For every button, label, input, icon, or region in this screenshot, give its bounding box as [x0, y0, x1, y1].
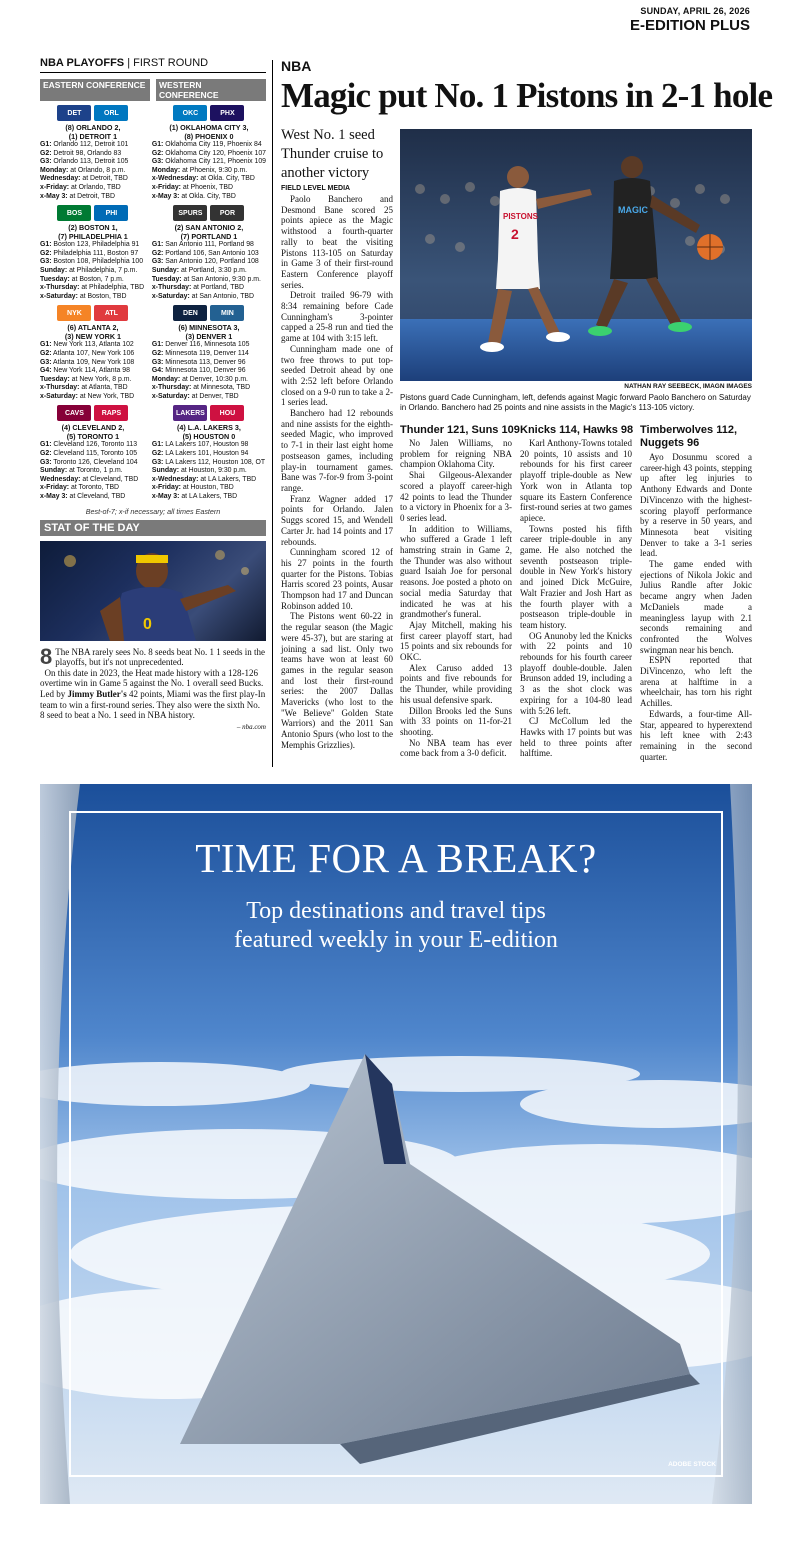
- story-paragraph: ESPN reported that DiVincenzo, who left the arena at halftime in a wheelchair, has torn his right Achilles.: [640, 655, 752, 709]
- game-label: G1:: [40, 141, 52, 148]
- game-label: Monday:: [40, 166, 69, 174]
- game-label: x-May 3:: [151, 192, 180, 200]
- game-detail: Boston 123, Philadelphia 91: [51, 241, 140, 249]
- ad-subhead: [40, 897, 752, 955]
- story-paragraph: Ajay Mitchell, making his first career playoff start, had 15 points and six rebounds for OKC.: [400, 619, 512, 663]
- team-logo: PHX: [210, 105, 244, 121]
- series-logos: [152, 305, 266, 321]
- series-status: (3) NEW YORK 1: [64, 332, 122, 342]
- game-label: Sunday:: [40, 467, 68, 475]
- game-line: [152, 293, 266, 302]
- story-paragraph: OG Anunoby led the Knicks with 22 points and 10 rebounds for his fourth career playoff double-double. Jalen Brunson added 19, including a 3 as the shot clock was expiring for a 104-80 lead with 5:26 left.: [520, 630, 632, 716]
- pistons-jersey-text: PISTONS: [503, 212, 538, 221]
- game-detail: at Philadelphia, 7 p.m.: [67, 266, 138, 274]
- series-status: (7) PHILADELPHIA 1: [58, 232, 128, 242]
- series-status: (8) ORLANDO 2,: [65, 123, 121, 132]
- game-line: [152, 359, 266, 368]
- game-line: [152, 167, 266, 176]
- game-label: Tuesday:: [40, 275, 70, 283]
- game-line: [40, 359, 146, 368]
- team-logo: PHI: [94, 205, 128, 221]
- game-detail: Toronto 126, Cleveland 104: [51, 458, 138, 466]
- game-detail: San Antonio 111, Portland 98: [163, 241, 254, 249]
- stat-source: – nba.com: [236, 722, 266, 731]
- game-label: G1:: [151, 341, 164, 349]
- playoffs-title: NBA PLAYOFFS: [40, 57, 125, 69]
- game-line: [152, 376, 266, 385]
- game-label: G2:: [151, 349, 164, 357]
- story-paragraph: The Pistons went 60-22 in the regular season (the Magic were 45-37), but are staring at joining a sad list. Only two teams have won at least 60 games in the regular season and lost their first-round series: the 2007 Dallas Mavericks (who lost to the "We Believe" Golden State Warriors) and the 2011 San Antonio Spurs (who lost to the Memphis Grizzlies).: [281, 611, 393, 750]
- game-label: x-Friday:: [40, 183, 70, 191]
- game-label: G2:: [40, 149, 52, 157]
- game-label: Tuesday:: [40, 375, 70, 383]
- team-logo: RAPS: [94, 405, 128, 421]
- subhead-wolves-line1: Timberwolves 112,: [640, 424, 738, 436]
- story-headline[interactable]: Magic put No. 1 Pistons in 2-1 hole: [281, 76, 773, 115]
- game-label: x-May 3:: [151, 493, 180, 501]
- game-detail: at Phoenix, TBD: [180, 183, 233, 191]
- stat-body-a: On this date in 2023, the Heat made history with a 128-126 overtime win in Game 5 against the No. 1 overall seed Bucks. Led by: [40, 667, 264, 699]
- game-line: [152, 193, 266, 202]
- magic-jersey-text: MAGIC: [618, 205, 648, 215]
- game-detail: at Toronto, TBD: [69, 484, 120, 492]
- game-detail: Orlando 113, Detroit 105: [51, 158, 129, 166]
- story-paragraph: The game ended with ejections of Nikola Jokic and Julius Randle after Jokic became angry when Jaden McDaniels made a meaningless layup with 2.1 seconds remaining and confronted the Wolves swingman near his bench.: [640, 559, 752, 655]
- game-detail: at Boston, TBD: [77, 292, 127, 300]
- ad-photo-credit: ADOBE STOCK: [668, 1461, 716, 1468]
- story-column-3: [520, 438, 632, 759]
- series-status: (6) MINNESOTA 3,: [178, 323, 240, 333]
- team-logo: ORL: [94, 105, 128, 121]
- series-status: (4) CLEVELAND 2,: [61, 423, 125, 433]
- game-line: [40, 167, 146, 176]
- pistons-jersey-number: 2: [511, 226, 519, 242]
- game-detail: Orlando 112, Detroit 101: [51, 141, 129, 148]
- series-block: [152, 205, 266, 301]
- series-status: (1) OKLAHOMA CITY 3,: [169, 123, 249, 132]
- game-photo-illustration: [400, 129, 752, 381]
- game-label: Wednesday:: [40, 475, 81, 483]
- story-column-2: [400, 438, 512, 759]
- game-detail: at New York, 8 p.m.: [69, 375, 132, 383]
- team-logo: BOS: [57, 205, 91, 221]
- airplane-window-illustration: [40, 784, 752, 1504]
- story-paragraph: Detroit trailed 96-79 with 8:34 remaining before Cade Cunningham's 3-pointer capped a 25-8 run and tied the game at 104 with 3:15 left.: [281, 290, 393, 344]
- western-bracket: [152, 101, 266, 502]
- game-line: [40, 158, 146, 167]
- game-line: [40, 250, 146, 259]
- edition-date: SUNDAY, APRIL 26, 2026: [640, 6, 750, 16]
- travel-ad[interactable]: [40, 784, 752, 1504]
- series-status: (5) TORONTO 1: [66, 432, 120, 442]
- game-line: [152, 393, 266, 402]
- story-deck: West No. 1 seed Thunder cruise to another victory: [281, 127, 384, 181]
- game-label: x-Saturday:: [40, 392, 78, 400]
- game-detail: at LA Lakers, TBD: [179, 493, 238, 501]
- game-detail: Oklahoma City 119, Phoenix 84: [163, 141, 262, 148]
- game-detail: at Houston, TBD: [180, 484, 234, 492]
- game-detail: Boston 108, Philadelphia 100: [51, 258, 144, 266]
- game-detail: at Denver, 10:30 p.m.: [180, 375, 248, 383]
- story-paragraph: CJ McCollum led the Hawks with 17 points but was held to three points after halftime.: [520, 716, 632, 759]
- story-paragraph: Edwards, a four-time All-Star, appeared to hyperextend his left knee with 2:43 remaining in the second quarter.: [640, 708, 752, 762]
- game-detail: at Portland, 3:30 p.m.: [179, 266, 247, 274]
- game-label: G1:: [151, 141, 164, 148]
- game-detail: at Cleveland, TBD: [80, 475, 139, 483]
- game-label: G1:: [151, 241, 164, 249]
- game-line: [40, 341, 146, 350]
- game-detail: Minnesota 113, Denver 96: [163, 358, 246, 366]
- stat-of-day-label: STAT OF THE DAY: [40, 520, 266, 536]
- game-line: [40, 150, 146, 159]
- series-block: [152, 305, 266, 401]
- game-line: [40, 141, 146, 150]
- game-line: [152, 158, 266, 167]
- story-paragraph: No NBA team has ever come back from a 3-0 deficit.: [400, 737, 512, 759]
- subhead-wolves-line2: Nuggets 96: [640, 437, 700, 449]
- game-line: [152, 476, 266, 485]
- story-paragraph: In addition to Williams, who suffered a Grade 1 left hamstring strain in Game 2, the Thunder was also without guard Isaiah Joe for personal reasons. Joe posted a photo on social media Saturday that indicated he was at his grandmother's funeral.: [400, 523, 512, 620]
- series-logos: [40, 305, 146, 321]
- series-block: [40, 205, 146, 301]
- game-label: G3:: [151, 158, 164, 166]
- game-detail: at Denver, TBD: [189, 392, 239, 400]
- game-label: G3:: [40, 258, 52, 266]
- stat-of-day-photo: [40, 541, 266, 641]
- game-line: [40, 293, 146, 302]
- game-detail: at San Antonio, 9:30 p.m.: [181, 275, 261, 283]
- game-line: [152, 150, 266, 159]
- game-label: G3:: [40, 158, 52, 166]
- game-line: [40, 184, 146, 193]
- story-paragraph: Alex Caruso added 13 points and five rebounds for the Thunder, while providing his usual defensive spark.: [400, 662, 512, 705]
- game-detail: at Cleveland, TBD: [67, 493, 126, 501]
- game-label: x-Friday:: [151, 183, 181, 191]
- subhead-knicks-hawks: Knicks 114, Hawks 98: [520, 424, 634, 436]
- game-detail: at Orlando, TBD: [69, 183, 121, 191]
- game-line: [40, 476, 146, 485]
- story-paragraph: Cunningham scored 12 of his 27 points in the fourth quarter for the Pistons. Tobias Harris scored 23 points, Ausar Thompson had 17 and Duncan Robinson added 10.: [281, 547, 393, 611]
- game-detail: at Minnesota, TBD: [191, 384, 251, 392]
- game-detail: at Okla. City, TBD: [179, 192, 236, 200]
- column-rule: [272, 60, 273, 767]
- game-detail: at Boston, 7 p.m.: [69, 275, 124, 283]
- game-detail: at New York, TBD: [77, 392, 135, 400]
- series-logos: [40, 205, 146, 221]
- game-label: x-Wednesday:: [151, 475, 199, 483]
- game-line: [152, 493, 266, 502]
- game-label: x-Saturday:: [40, 292, 78, 300]
- story-kicker: NBA: [281, 58, 312, 74]
- game-line: [40, 493, 146, 502]
- team-logo: ATL: [94, 305, 128, 321]
- game-detail: Oklahoma City 120, Phoenix 107: [163, 149, 266, 157]
- series-block: [152, 105, 266, 201]
- game-label: G2:: [151, 450, 164, 458]
- game-label: G2:: [151, 149, 164, 157]
- stat-player-name: Jimmy Butler's: [67, 689, 127, 699]
- stat-number: 8: [40, 643, 53, 669]
- game-line: [152, 467, 266, 476]
- game-line: [40, 350, 146, 359]
- game-label: G2:: [40, 249, 52, 257]
- game-line: [40, 376, 146, 385]
- ad-subhead-line1: Top destinations and travel tips: [246, 898, 546, 924]
- game-label: x-May 3:: [40, 493, 68, 501]
- game-photo: [400, 129, 752, 381]
- game-label: x-Thursday:: [151, 384, 192, 392]
- game-line: [40, 393, 146, 402]
- game-detail: at Toronto, 1 p.m.: [67, 467, 123, 475]
- series-logos: [152, 105, 266, 121]
- game-label: G1:: [40, 341, 52, 349]
- photo-credit: NATHAN RAY SEEBECK, IMAGN IMAGES: [624, 383, 752, 390]
- series-status: (8) PHOENIX 0: [184, 132, 234, 141]
- playoffs-round: | FIRST ROUND: [127, 57, 209, 69]
- game-line: [40, 450, 146, 459]
- series-status: (3) DENVER 1: [185, 332, 233, 342]
- game-label: Sunday:: [40, 266, 68, 274]
- team-logo: CAVS: [57, 405, 91, 421]
- team-logo: MIN: [210, 305, 244, 321]
- game-detail: Cleveland 115, Toronto 105: [51, 450, 138, 458]
- game-line: [152, 267, 266, 276]
- game-detail: Detroit 98, Orlando 83: [51, 149, 122, 157]
- team-logo: NYK: [57, 305, 91, 321]
- game-label: x-Thursday:: [40, 284, 80, 292]
- game-line: [40, 241, 146, 250]
- series-logos: [152, 205, 266, 221]
- stat-of-day-text: [40, 643, 266, 721]
- game-detail: LA Lakers 107, Houston 98: [163, 441, 249, 449]
- game-detail: Philadelphia 111, Boston 97: [51, 249, 139, 257]
- game-line: [152, 141, 266, 150]
- game-detail: Minnesota 110, Denver 96: [163, 367, 246, 375]
- eastern-bracket: [40, 101, 146, 502]
- subhead-wolves-nuggets: [640, 424, 737, 450]
- story-paragraph: Dillon Brooks led the Suns with 33 points on 11-for-21 shooting.: [400, 705, 512, 737]
- game-label: G4:: [40, 367, 52, 375]
- game-label: x-Thursday:: [40, 384, 80, 392]
- game-line: [40, 367, 146, 376]
- game-line: [40, 267, 146, 276]
- game-line: [152, 241, 266, 250]
- game-detail: at Okla. City, TBD: [198, 175, 255, 183]
- game-detail: at Portland, TBD: [191, 284, 245, 292]
- team-logo: HOU: [210, 405, 244, 421]
- game-label: G3:: [151, 358, 164, 366]
- game-detail: San Antonio 120, Portland 108: [163, 258, 259, 266]
- series-status: (2) SAN ANTONIO 2,: [174, 223, 244, 233]
- game-line: [152, 459, 266, 468]
- game-line: [40, 467, 146, 476]
- team-logo: SPURS: [173, 205, 207, 221]
- game-label: Monday:: [151, 166, 181, 174]
- game-line: [152, 450, 266, 459]
- game-line: [152, 367, 266, 376]
- game-detail: New York 114, Atlanta 98: [51, 367, 130, 375]
- game-line: [152, 284, 266, 293]
- story-paragraph: Shai Gilgeous-Alexander scored a playoff career-high 42 points to lead the Thunder to a victory in Phoenix for a 3-0 series lead.: [400, 470, 512, 523]
- story-paragraph: Ayo Dosunmu scored a career-high 43 points, stepping up after leg injuries to Anthony Edwards and Donte DiVincenzo with the highest-scoring playoff performance by a reserve in 50 years, and Minnesota beat visiting Denver to take a 3-1 series lead.: [640, 452, 752, 559]
- story-paragraph: Karl Anthony-Towns totaled 20 points, 10 assists and 10 rebounds for his first career playoff triple-double as New York won in Atlanta top square its Eastern Conference first-round series at two games apiece.: [520, 438, 632, 523]
- story-paragraph: No Jalen Williams, no problem for reigning NBA champion Oklahoma City.: [400, 438, 512, 470]
- story-paragraph: Franz Wagner added 17 points for Orlando. Jalen Suggs scored 15, and Wendell Carter Jr. had 14 points and 17 rebounds.: [281, 493, 393, 547]
- game-line: [40, 384, 146, 393]
- game-detail: Portland 106, San Antonio 103: [163, 249, 259, 257]
- game-label: G1:: [40, 441, 52, 449]
- story-column-4: [640, 452, 752, 762]
- game-detail: at LA Lakers, TBD: [198, 475, 257, 483]
- game-detail: at Orlando, 8 p.m.: [68, 166, 126, 174]
- game-label: G3:: [151, 258, 164, 266]
- subhead-thunder-suns: Thunder 121, Suns 109: [400, 424, 520, 436]
- story-column-1: [281, 194, 393, 751]
- series-logos: [152, 405, 266, 421]
- game-detail: at Detroit, TBD: [67, 192, 115, 200]
- game-line: [152, 175, 266, 184]
- svg-text:0: 0: [143, 615, 152, 633]
- eastern-conference-label: EASTERN CONFERENCE: [40, 79, 150, 101]
- game-label: G3:: [151, 458, 164, 466]
- game-line: [152, 441, 266, 450]
- game-label: x-Wednesday:: [151, 175, 199, 183]
- ad-headline: TIME FOR A BREAK?: [195, 835, 597, 881]
- game-line: [152, 184, 266, 193]
- story-paragraph: Towns posted his fifth career triple-double in any game. He also notched the seventh postseason triple-double in New York's history and joined Dick McGuire, Walt Frazier and Josh Hart as the fourth player with a postseason triple-double in team history.: [520, 523, 632, 630]
- game-label: G2:: [151, 249, 164, 257]
- story-paragraph: Cunningham made one of two free throws to put top-seeded Detroit ahead by one with 2:52 left before Orlando closed on a 9-0 run to take a 2-1 series lead.: [281, 343, 393, 408]
- series-block: [40, 305, 146, 401]
- game-label: x-Friday:: [40, 484, 70, 492]
- team-logo: OKC: [173, 105, 207, 121]
- game-line: [152, 250, 266, 259]
- stat-body-b: 42 points, Miami was the first play-In team to win a first-round series. They also were the sixth No. 8 seed to beat a No. 1 seed in NBA history.: [40, 689, 266, 721]
- game-detail: at Philadelphia, TBD: [79, 284, 145, 292]
- game-label: G1:: [40, 241, 52, 249]
- game-label: x-Saturday:: [151, 392, 190, 400]
- game-label: Tuesday:: [151, 275, 182, 283]
- game-label: G2:: [40, 450, 52, 458]
- game-line: [40, 193, 146, 202]
- stat-lead: The NBA rarely sees No. 8 seeds beat No. 1 1 seeds in the playoffs, but it's not unprecedented.: [55, 646, 265, 668]
- series-logos: [40, 105, 146, 121]
- series-logos: [40, 405, 146, 421]
- game-line: [40, 459, 146, 468]
- series-block: [40, 405, 146, 501]
- game-detail: Cleveland 126, Toronto 113: [51, 441, 138, 449]
- game-detail: LA Lakers 101, Houston 94: [163, 450, 249, 458]
- game-detail: at Phoenix, 9:30 p.m.: [180, 166, 248, 174]
- game-label: Sunday:: [151, 467, 180, 475]
- game-line: [40, 284, 146, 293]
- game-line: [152, 258, 266, 267]
- game-detail: Oklahoma City 121, Phoenix 109: [163, 158, 266, 166]
- game-detail: LA Lakers 112, Houston 108, OT: [163, 458, 266, 466]
- game-line: [152, 276, 266, 285]
- game-detail: at San Antonio, TBD: [189, 292, 254, 300]
- game-label: x-Thursday:: [151, 284, 192, 292]
- game-line: [152, 484, 266, 493]
- team-logo: DEN: [173, 305, 207, 321]
- game-detail: Atlanta 107, New York 106: [51, 349, 135, 357]
- game-label: G1:: [151, 441, 164, 449]
- game-label: x-Saturday:: [151, 292, 190, 300]
- photo-caption: Pistons guard Cade Cunningham, left, defends against Magic forward Paolo Banchero on Saturday in Orlando. Banchero had 25 points and nine assists in the Magic's 113-105 victory.: [400, 393, 751, 412]
- game-detail: Denver 116, Minnesota 105: [163, 341, 250, 349]
- game-line: [40, 175, 146, 184]
- series-status: (2) BOSTON 1,: [68, 223, 118, 233]
- game-label: Sunday:: [151, 266, 180, 274]
- game-label: x-May 3:: [40, 192, 68, 200]
- game-line: [40, 484, 146, 493]
- game-line: [40, 276, 146, 285]
- ad-subhead-line2: featured weekly in your E-edition: [234, 927, 558, 953]
- game-label: Monday:: [151, 375, 181, 383]
- game-line: [152, 341, 266, 350]
- playoffs-heading: [40, 57, 266, 73]
- playoff-sidebar: [40, 57, 266, 731]
- game-line: [152, 350, 266, 359]
- western-conference-label: WESTERN CONFERENCE: [156, 79, 266, 101]
- game-label: Wednesday:: [40, 175, 81, 183]
- series-status: (4) L.A. LAKERS 3,: [176, 423, 241, 433]
- game-label: G3:: [40, 358, 52, 366]
- game-line: [40, 441, 146, 450]
- player-gesture-illustration: [40, 541, 266, 641]
- game-label: x-Friday:: [151, 484, 181, 492]
- game-line: [152, 384, 266, 393]
- story-paragraph: Paolo Banchero and Desmond Bane scored 25 points apiece as the Magic withstood a fourth-quarter rally to beat the visiting Pistons 113-105 on Saturday in Game 3 of their first-round Eastern Conference playoff series.: [281, 194, 393, 290]
- series-status: (1) DETROIT 1: [68, 132, 118, 141]
- series-status: (6) ATLANTA 2,: [67, 323, 119, 333]
- game-label: G4:: [151, 367, 164, 375]
- story-paragraph: Banchero had 12 rebounds and nine assists for the eighth-seeded Magic, who improved to 7-1 in their last eight home postseason games, including play-in tournament games. Bane was 7-for-9 from 3-point range.: [281, 408, 393, 493]
- game-label: G2:: [40, 349, 52, 357]
- team-logo: LAKERS: [173, 405, 207, 421]
- team-logo: POR: [210, 205, 244, 221]
- team-logo: DET: [57, 105, 91, 121]
- game-detail: Atlanta 109, New York 108: [51, 358, 135, 366]
- series-status: (5) HOUSTON 0: [182, 432, 236, 442]
- game-detail: at Atlanta, TBD: [79, 384, 128, 392]
- bracket-note: Best-of-7; x-if necessary; all times Eastern: [85, 506, 221, 516]
- game-detail: New York 113, Atlanta 102: [51, 341, 134, 349]
- game-detail: at Detroit, TBD: [80, 175, 128, 183]
- series-status: (7) PORTLAND 1: [180, 232, 238, 242]
- game-line: [40, 258, 146, 267]
- game-label: G3:: [40, 458, 52, 466]
- series-block: [40, 105, 146, 201]
- edition-name: E-EDITION PLUS: [629, 17, 750, 34]
- game-detail: Minnesota 119, Denver 114: [163, 349, 249, 357]
- series-block: [152, 405, 266, 501]
- story-byline: FIELD LEVEL MEDIA: [281, 185, 351, 192]
- game-detail: at Houston, 9:30 p.m.: [179, 467, 247, 475]
